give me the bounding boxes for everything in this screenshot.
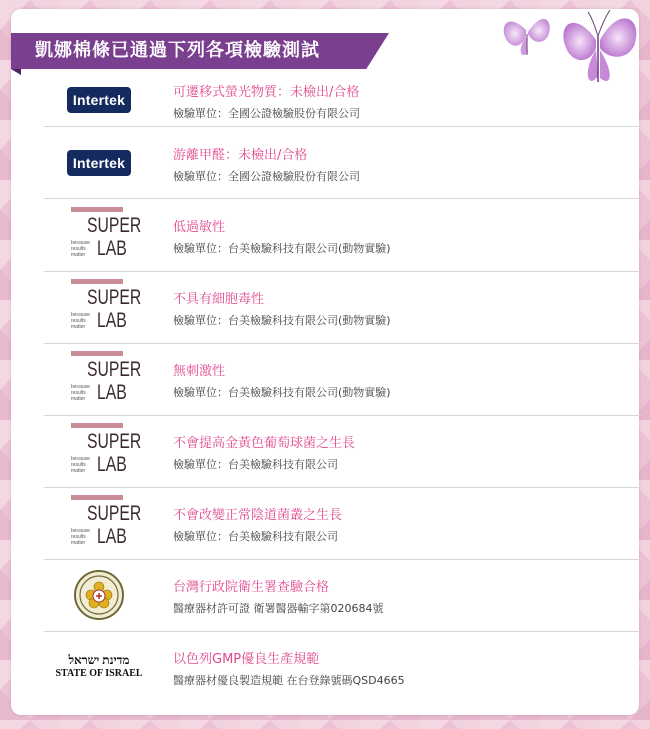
- item-subtitle: 醫療器材許可證 衛署醫器輸字第020684號: [173, 602, 384, 615]
- list-item: [39, 127, 641, 199]
- superlab-logo: SUPER because results matter LAB: [39, 487, 159, 559]
- list-item: [39, 199, 641, 271]
- item-title: 無刺激性: [173, 364, 226, 379]
- butterfly-decoration-icon: [496, 0, 646, 95]
- item-title: 不具有細胞毒性: [173, 292, 265, 307]
- title-banner-fold: [11, 69, 21, 75]
- list-item: [39, 415, 641, 487]
- intertek-logo: Intertek: [39, 127, 159, 199]
- list-item: [39, 487, 641, 559]
- item-subtitle: 檢驗單位：台美檢驗科技有限公司: [173, 458, 338, 471]
- item-title: 不會提高金黃色葡萄球菌之生長: [173, 436, 356, 451]
- intertek-logo: Intertek: [39, 64, 159, 136]
- list-item: [39, 631, 641, 703]
- item-subtitle: 檢驗單位：全國公證檢驗股份有限公司: [173, 107, 360, 120]
- list-item: [39, 343, 641, 415]
- list-item: [39, 559, 641, 631]
- item-title: 游離甲醛：未檢出/合格: [173, 148, 308, 163]
- list-item: [39, 271, 641, 343]
- superlab-logo: SUPER because results matter LAB: [39, 415, 159, 487]
- government-seal-logo: [39, 559, 159, 631]
- item-title: 低過敏性: [173, 220, 226, 235]
- item-subtitle: 檢驗單位：台美檢驗科技有限公司: [173, 530, 338, 543]
- superlab-logo: SUPER because results matter LAB: [39, 271, 159, 343]
- item-subtitle: 醫療器材優良製造規範 在台登錄號碼QSD4665: [173, 674, 405, 687]
- superlab-logo: SUPER because results matter LAB: [39, 343, 159, 415]
- item-subtitle: 檢驗單位：台美檢驗科技有限公司(動物實驗): [173, 314, 391, 327]
- item-subtitle: 檢驗單位：全國公證檢驗股份有限公司: [173, 170, 360, 183]
- superlab-logo: SUPER because results matter LAB: [39, 199, 159, 271]
- seal-icon: [73, 569, 125, 621]
- page-title: 凱娜棉條已通過下列各項檢驗測試: [35, 40, 320, 61]
- item-title: 以色列GMP優良生產規範: [173, 652, 320, 667]
- item-title: 可遷移式螢光物質：未檢出/合格: [173, 85, 360, 100]
- item-subtitle: 檢驗單位：台美檢驗科技有限公司(動物實驗): [173, 242, 391, 255]
- item-title: 不會改變正常陰道菌叢之生長: [173, 508, 343, 523]
- certification-card: [11, 9, 639, 715]
- state-of-israel-logo: מדינת ישראל STATE OF ISRAEL: [55, 653, 143, 680]
- item-subtitle: 檢驗單位：台美檢驗科技有限公司(動物實驗): [173, 386, 391, 399]
- item-title: 台灣行政院衛生署查驗合格: [173, 580, 330, 595]
